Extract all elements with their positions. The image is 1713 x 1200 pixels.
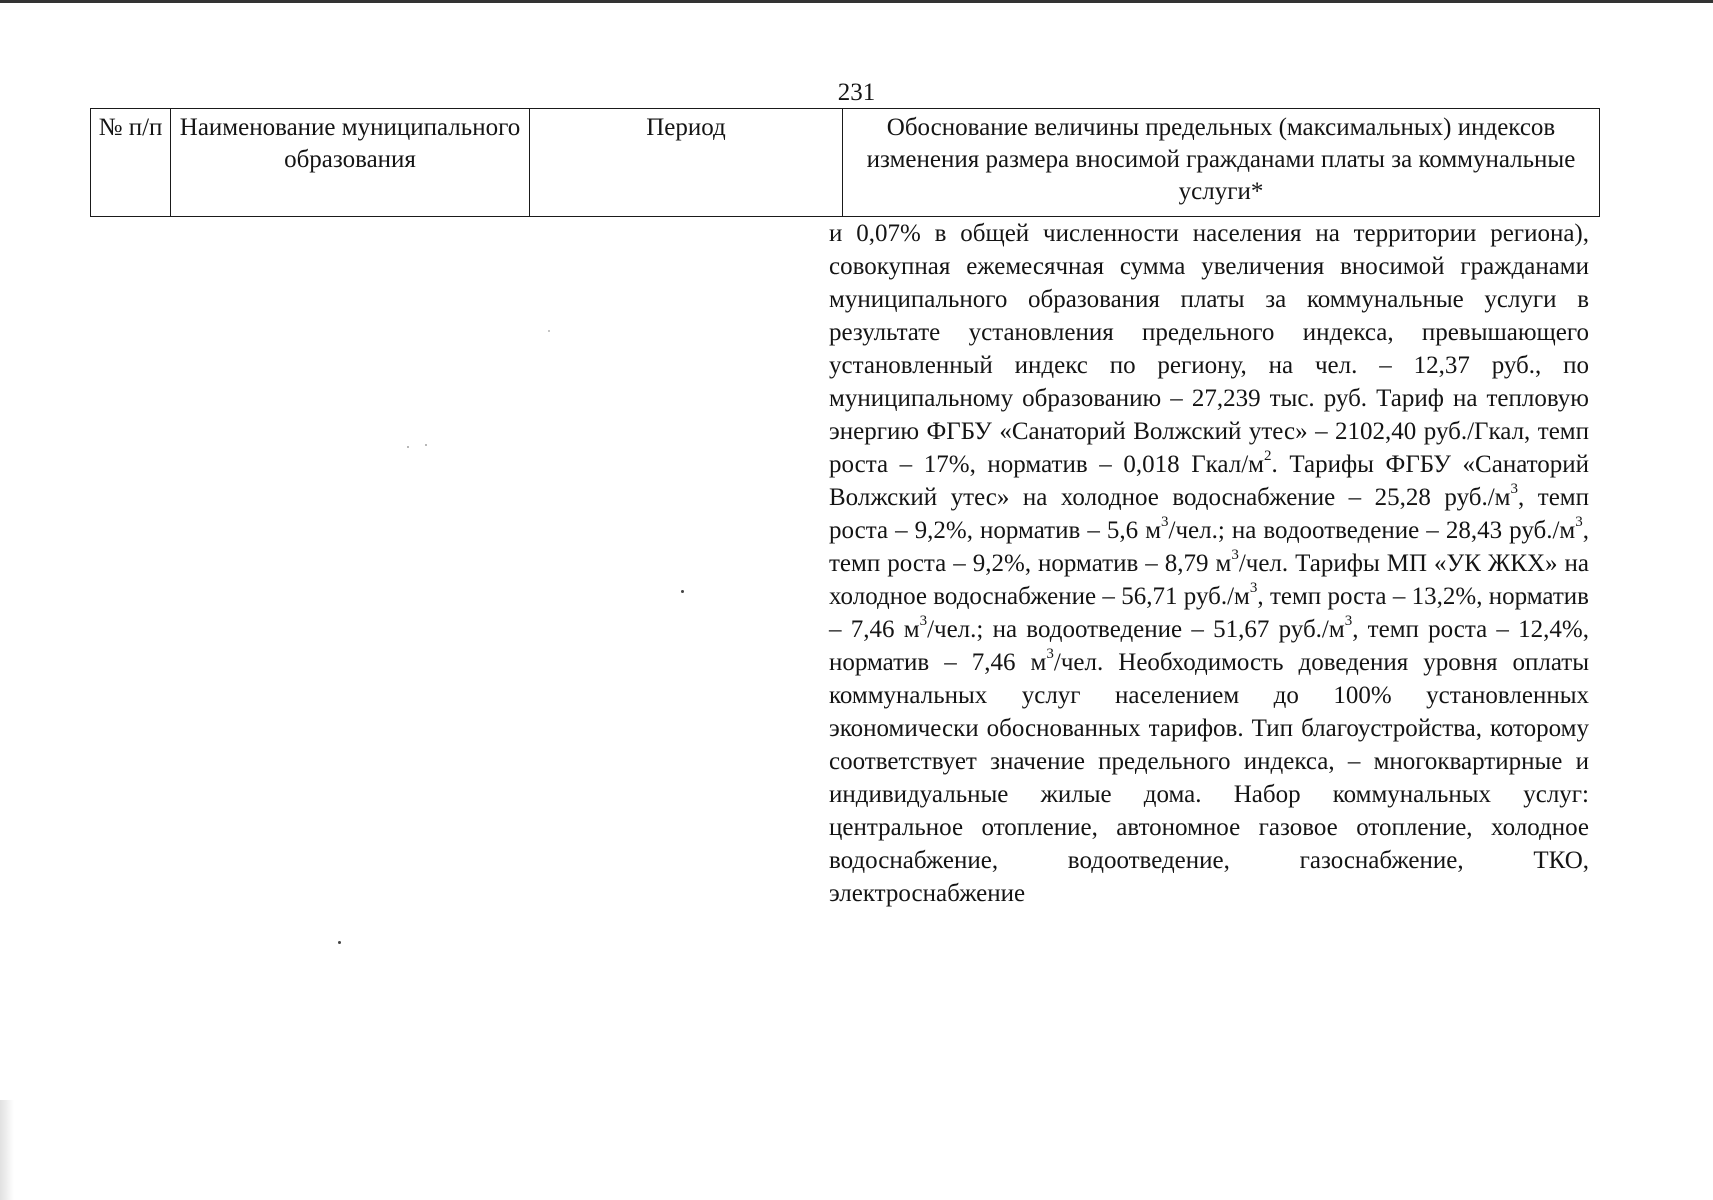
superscript: 3	[1161, 513, 1169, 530]
text-run: /чел. Необходимость доведения уровня оплаты коммунальных услуг населением до 100% установленных экономически обоснованных тарифов. Тип благоустройства, которому соответствует значение предельного индекса, – многоквартирные и индивидуальные жилые дома. Набор коммунальных услуг: центральное отопление, автономное газовое отопление, холодное водоснабжение, водоотведение, газоснабжение, ТКО, электроснабжение	[829, 649, 1590, 907]
scan-speck	[407, 446, 409, 448]
superscript: 2	[1263, 447, 1272, 464]
scan-speck	[338, 941, 341, 944]
text-run: /чел.; на водоотведение – 28,43 руб./м	[1168, 517, 1576, 544]
justification-text	[829, 217, 1589, 910]
superscript: 3	[1046, 645, 1054, 662]
text-run: , темп роста – 9,2%, норматив – 5,6 м	[829, 484, 1589, 544]
text-run: , темп роста – 9,2%, норматив – 8,79 м	[829, 517, 1589, 577]
superscript: 3	[919, 612, 928, 629]
scan-speck	[425, 444, 427, 446]
column-header-period: Период	[530, 109, 843, 217]
superscript: 3	[1510, 480, 1519, 497]
scan-top-rule	[0, 0, 1713, 3]
scan-speck	[548, 330, 550, 332]
text-run: . Тарифы ФГБУ «Санаторий Волжский утес» на холодное водоснабжение – 25,28 руб./м	[829, 451, 1589, 511]
superscript: 3	[1249, 579, 1258, 596]
text-run: и 0,07% в общей численности населения на территории региона), совокупная ежемесячная сумма увеличения вносимой гражданами муниципального образования платы за коммунальные услуги в результате установления предельного индекса, превышающего установленный индекс по региону, на чел. – 12,37 руб., по муниципальному образованию – 27,239 тыс. руб. Тариф на тепловую энергию ФГБУ «Санаторий Волжский утес» – 2102,40 руб./Гкал, темп роста – 17%, норматив – 0,018 Гкал/м	[829, 220, 1589, 478]
superscript: 3	[1231, 546, 1239, 563]
superscript: 3	[1344, 612, 1353, 629]
page-number: 231	[837, 79, 876, 106]
superscript: 3	[1575, 513, 1583, 530]
table-header-row	[91, 109, 1600, 217]
column-header-justification: Обоснование величины предельных (максимальных) индексов изменения размера вносимой гражданами платы за коммунальные услуги*	[843, 109, 1600, 217]
text-run: /чел.; на водоотведение – 51,67 руб./м	[927, 616, 1345, 643]
text-run: , темп роста – 12,4%, норматив – 7,46 м	[829, 616, 1589, 676]
column-header-municipality: Наименование муниципального образования	[171, 109, 530, 217]
text-run: , темп роста – 13,2%, норматив – 7,46 м	[829, 583, 1589, 643]
scan-edge-shadow	[0, 1100, 14, 1200]
text-run: /чел. Тарифы МП «УК ЖКХ» на холодное водоснабжение – 56,71 руб./м	[829, 550, 1589, 610]
scan-speck	[681, 590, 684, 593]
column-header-number: № п/п	[91, 109, 171, 217]
table-header	[90, 108, 1600, 217]
